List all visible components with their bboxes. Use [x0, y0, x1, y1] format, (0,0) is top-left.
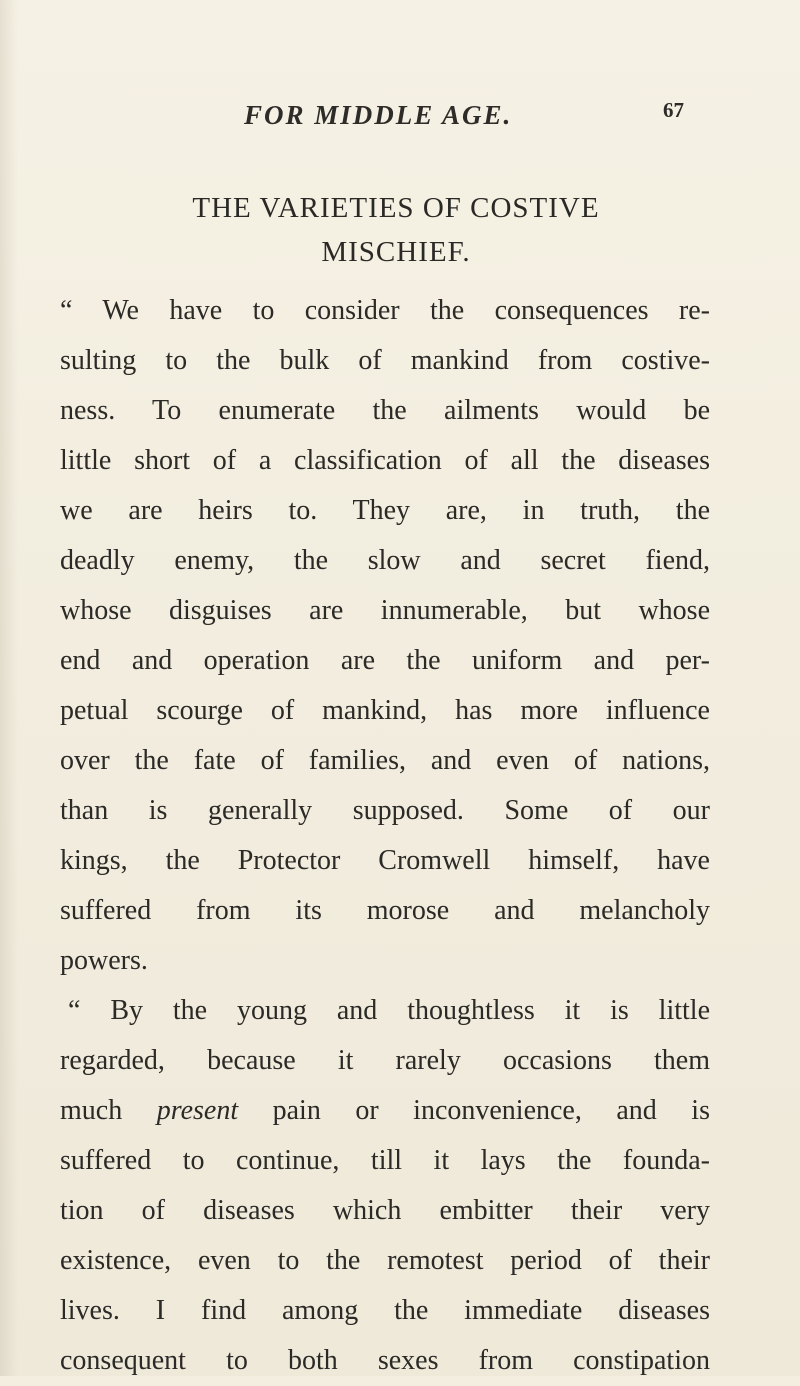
text-line: “ By the young and thoughtless it is little [68, 995, 710, 1026]
paragraph-1 [60, 286, 710, 986]
text-line: we are heirs to. They are, in truth, the [60, 495, 710, 526]
text-line: little short of a classification of all the diseases [60, 445, 710, 476]
text-line: ness. To enumerate the ailments would be [60, 395, 710, 426]
text-line: sulting to the bulk of mankind from costive- [60, 345, 710, 376]
text-line: tion of diseases which embitter their very [60, 1195, 710, 1226]
text-line: powers. [60, 945, 148, 976]
text-segment: much [60, 1095, 157, 1126]
section-title-line-2: MISCHIEF. [321, 236, 471, 268]
section-title [96, 186, 696, 274]
text-segment: pain or inconvenience, and is [238, 1095, 710, 1126]
body-text [60, 286, 710, 1386]
text-line: “ We have to consider the consequences re- [60, 295, 710, 326]
running-title: FOR MIDDLE AGE. [244, 100, 513, 130]
text-line: suffered from its morose and melancholy [60, 895, 710, 926]
text-line: regarded, because it rarely occasions them [60, 1045, 710, 1076]
text-line: existence, even to the remotest period of their [60, 1245, 710, 1276]
text-line: consequent to both sexes from constipation [60, 1345, 710, 1376]
text-line: deadly enemy, the slow and secret fiend, [60, 545, 710, 576]
text-line: over the fate of families, and even of nations, [60, 745, 710, 776]
text-line: whose disguises are innumerable, but whose [60, 595, 710, 626]
text-line: suffered to continue, till it lays the founda- [60, 1145, 710, 1176]
text-line: kings, the Protector Cromwell himself, have [60, 845, 710, 876]
text-line-with-italic [60, 1086, 710, 1136]
text-line: lives. I find among the immediate diseases [60, 1295, 710, 1326]
page-gutter-shadow [0, 0, 18, 1376]
text-line: than is generally supposed. Some of our [60, 795, 710, 826]
page-number: 67 [663, 98, 684, 122]
italic-word: present [156, 1095, 239, 1126]
text-line: end and operation are the uniform and per- [60, 645, 710, 676]
running-head [0, 100, 800, 140]
text-line: petual scourge of mankind, has more influence [60, 695, 710, 726]
paragraph-2 [60, 986, 710, 1386]
section-title-line-1: THE VARIETIES OF COSTIVE [192, 192, 600, 224]
